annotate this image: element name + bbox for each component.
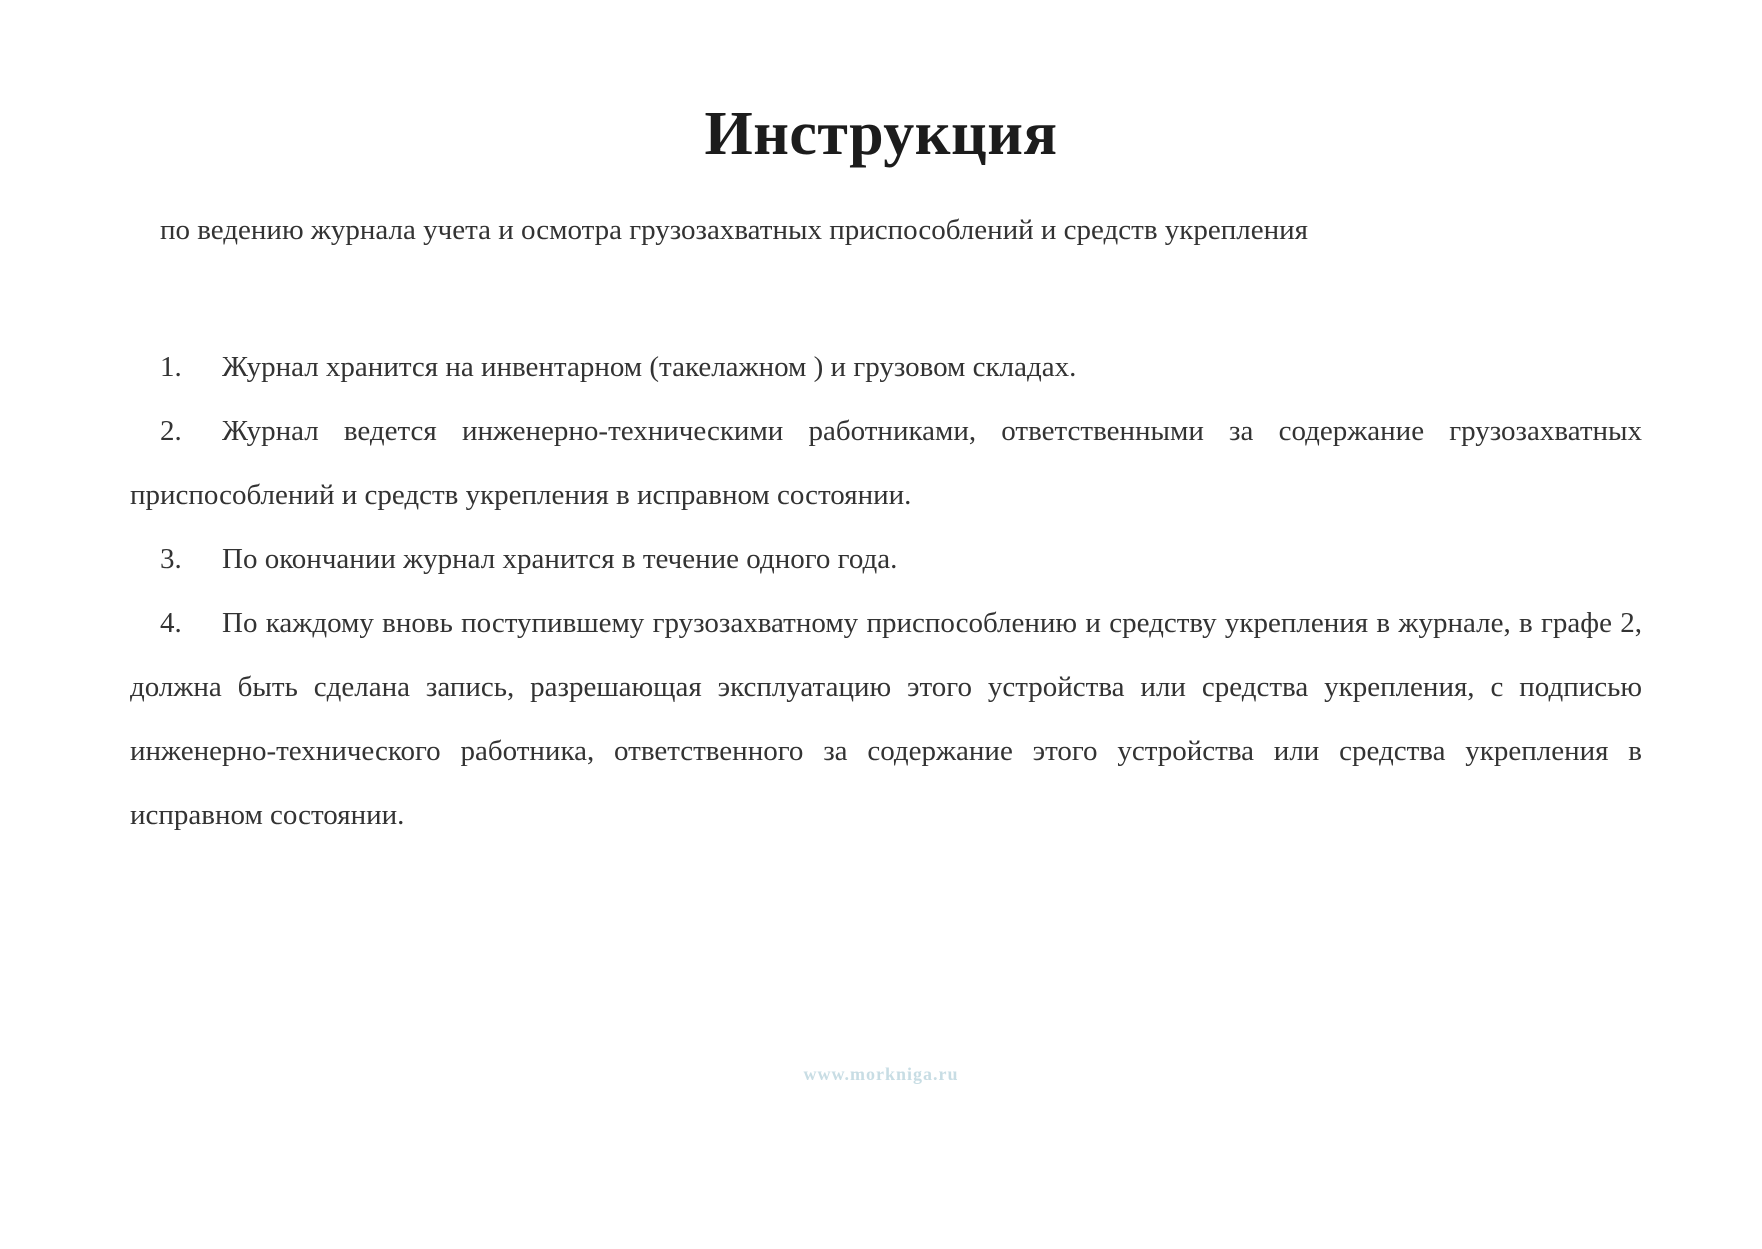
document-subtitle: по ведению журнала учета и осмотра грузозахватных приспособлений и средств укрепления: [160, 214, 1308, 246]
page-title: Инструкция: [704, 99, 1058, 168]
instruction-item: [130, 335, 1642, 399]
instruction-item: [130, 527, 1642, 591]
item-text: По каждому вновь поступившему грузозахватному приспособлению и средству укрепления в журнале, в графе 2, должна быть сделана запись, разрешающая эксплуатацию этого устройства или средства укрепления, с подписью инженерно-технического работника, ответственного за содержание этого устройства или средства укрепления в исправном состоянии.: [130, 607, 1642, 831]
watermark: www.morkniga.ru: [803, 1064, 959, 1084]
item-number: 1.: [160, 351, 182, 383]
instruction-item: [130, 591, 1642, 847]
item-text: Журнал хранится на инвентарном (такелажном ) и грузовом складах.: [222, 351, 1077, 383]
instruction-item: [130, 399, 1642, 527]
item-number: 3.: [160, 543, 182, 575]
item-number: 4.: [160, 607, 182, 639]
item-number: 2.: [160, 415, 182, 447]
instruction-list: [130, 335, 1642, 847]
item-text: По окончании журнал хранится в течение одного года.: [222, 543, 898, 575]
item-text: Журнал ведется инженерно-техническими работниками, ответственными за содержание грузозахватных приспособлений и средств укрепления в исправном состоянии.: [130, 415, 1642, 511]
